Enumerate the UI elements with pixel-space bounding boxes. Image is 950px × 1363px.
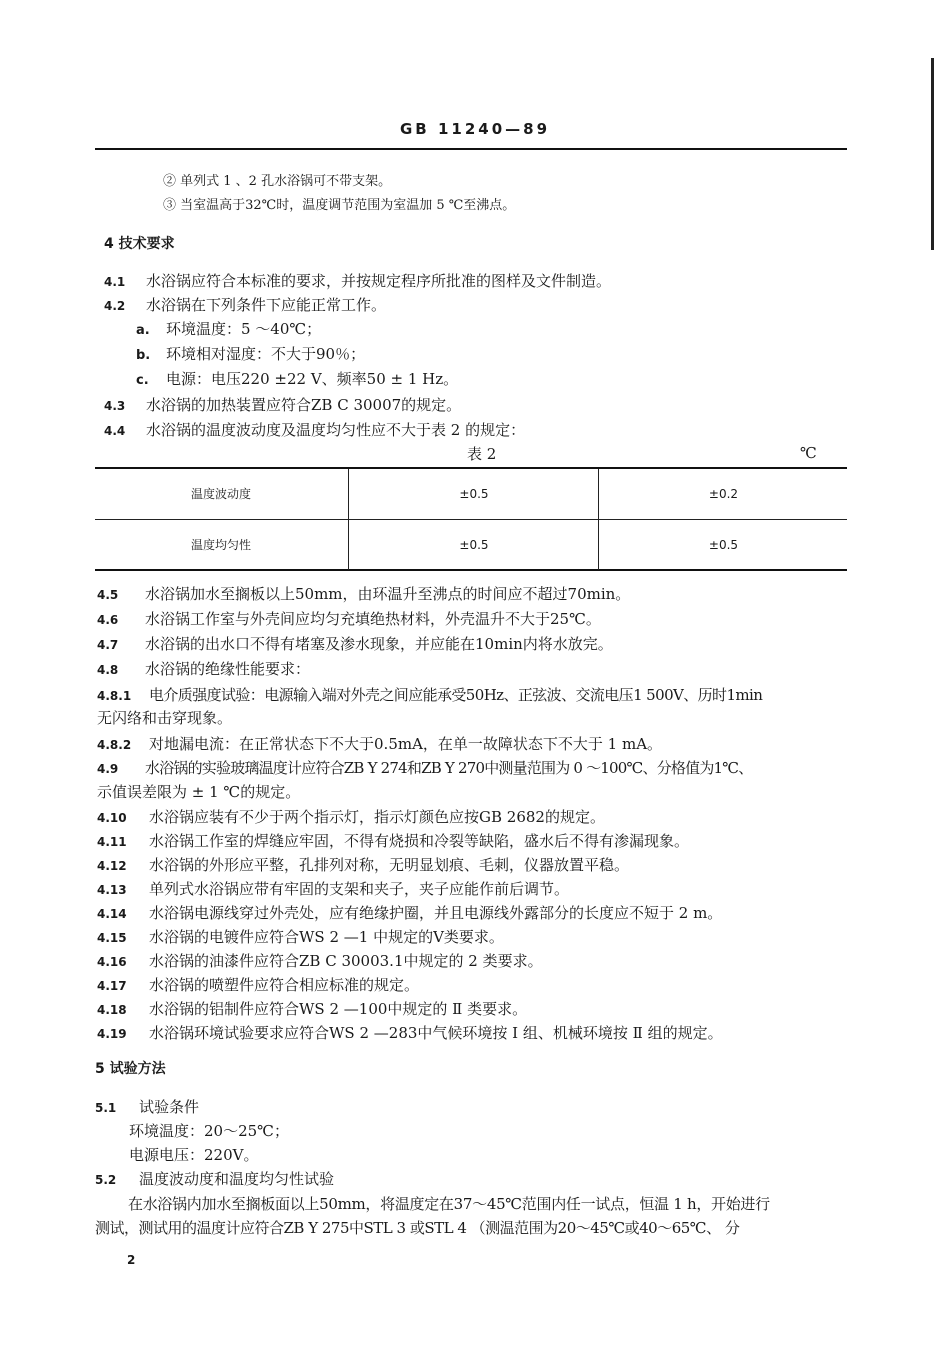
clause-4-17 [97, 974, 419, 997]
clause-number: 4.18 [97, 1003, 127, 1017]
table-caption: 表 2 [467, 445, 497, 463]
clause-number: 4.8 [97, 663, 119, 677]
clause-text: 示值误差限为 ± 1 ℃的规定。 [97, 783, 301, 801]
clause-number: 4.1 [104, 275, 126, 289]
clause-4-1 [104, 270, 611, 293]
clause-text: 水浴锅应符合本标准的要求，并按规定程序所批准的图样及文件制造。 [146, 272, 612, 290]
clause-text: 对地漏电流：在正常状态下不大于0.5mA，在单一故障状态下不大于 1 mA。 [149, 735, 663, 753]
clause-5-2-text-line-2: 测试，测试用的温度计应符合ZB Y 275中STL 3 或STL 4 （测温范围为20～45℃或40～65℃、 分 [95, 1219, 740, 1237]
condition-ambient-temperature: 环境温度：20～25℃； [129, 1122, 289, 1140]
condition-c [136, 368, 458, 392]
clause-text: 水浴锅在下列条件下应能正常工作。 [146, 296, 387, 314]
clause-4-9 [97, 757, 752, 780]
condition-b [136, 343, 365, 367]
clause-text: 水浴锅的温度波动度及温度均匀性应不大于表 2 的规定： [146, 421, 526, 439]
clause-text: 温度波动度和温度均匀性试验 [139, 1170, 335, 1188]
section-4-heading: 4 技术要求 [104, 236, 175, 252]
clause-number: 4.5 [97, 588, 119, 602]
clause-number: 4.4 [104, 424, 126, 438]
table-cell: 温度均匀性 [190, 538, 251, 552]
clause-number: 4.3 [104, 399, 126, 413]
clause-4-5 [97, 583, 630, 606]
clause-number: 4.15 [97, 931, 127, 945]
clause-4-15 [97, 926, 504, 949]
clause-text: 水浴锅的出水口不得有堵塞及渗水现象，并应能在10min内将水放完。 [145, 635, 613, 653]
clause-number: 4.7 [97, 638, 119, 652]
table-2 [95, 467, 847, 571]
clause-5-2 [95, 1168, 334, 1191]
clause-5-2-text-line-1: 在水浴锅内加水至搁板面以上50mm，将温度定在37～45℃范围内任一试点，恒温 1 h，开始进行 [128, 1195, 770, 1213]
clause-text: 水浴锅加水至搁板以上50mm，由环温升至沸点的时间应不超过70min。 [145, 585, 631, 603]
condition-text: 环境温度：5 ～40℃； [166, 320, 322, 338]
header-rule [95, 148, 847, 150]
clause-4-10 [97, 806, 605, 829]
clause-4-8-2 [97, 733, 662, 756]
condition-supply-voltage: 电源电压：220V。 [129, 1146, 259, 1164]
clause-number: 5.2 [95, 1173, 117, 1187]
clause-number: 4.6 [97, 613, 119, 627]
clause-text: 水浴锅的实验玻璃温度计应符合ZB Y 274和ZB Y 270中测量范围为 0 ～100℃、分格值为1℃、 [145, 759, 753, 777]
clause-text: 水浴锅的绝缘性能要求： [145, 660, 311, 678]
clause-number: 4.8.1 [97, 689, 132, 703]
clause-4-8-1 [97, 684, 762, 707]
clause-number: 4.12 [97, 859, 127, 873]
clause-text: 水浴锅的铝制件应符合WS 2 —100中规定的 Ⅱ 类要求。 [149, 1000, 528, 1018]
clause-number: 4.9 [97, 762, 119, 776]
condition-text: 环境相对湿度：不大于90％； [166, 345, 366, 363]
clause-text: 水浴锅的油漆件应符合ZB C 30003.1中规定的 2 类要求。 [149, 952, 543, 970]
table-row [95, 469, 847, 520]
clause-5-1 [95, 1096, 199, 1119]
clause-number: 4.2 [104, 299, 126, 313]
clause-text: 水浴锅的电镀件应符合WS 2 —1 中规定的V类要求。 [149, 928, 504, 946]
clause-text: 水浴锅的喷塑件应符合相应标准的规定。 [149, 976, 420, 994]
clause-number: 4.10 [97, 811, 127, 825]
clause-4-6 [97, 608, 601, 631]
table-row [95, 520, 847, 570]
clause-text: 水浴锅的加热装置应符合ZB C 30007的规定。 [146, 396, 462, 414]
table-cell: ±0.2 [598, 469, 848, 519]
page-header: GB 11240—89 [399, 120, 551, 138]
note-2: ② 单列式 1 、2 孔水浴锅可不带支架。 [163, 174, 392, 189]
clause-number: 4.17 [97, 979, 127, 993]
clause-4-3 [104, 394, 461, 417]
clause-number: 4.13 [97, 883, 127, 897]
clause-4-8 [97, 658, 310, 681]
clause-text: 水浴锅工作室的焊缝应牢固，不得有烧损和冷裂等缺陷，盛水后不得有渗漏现象。 [149, 832, 690, 850]
clause-number: 4.11 [97, 835, 127, 849]
scan-edge-mark [931, 58, 934, 250]
note-3: ③ 当室温高于32℃时，温度调节范围为室温加 5 ℃至沸点。 [163, 198, 516, 213]
clause-number: 4.8.2 [97, 738, 132, 752]
clause-4-2 [104, 294, 386, 317]
clause-4-16 [97, 950, 543, 973]
table-cell: ±0.5 [348, 520, 599, 570]
clause-number: 4.16 [97, 955, 127, 969]
clause-text: 无闪络和击穿现象。 [97, 709, 233, 727]
clause-4-4 [104, 419, 525, 442]
clause-4-19 [97, 1022, 723, 1045]
table-cell: 温度波动度 [190, 487, 251, 501]
condition-label: c. [136, 373, 149, 388]
condition-text: 电源：电压220 ±22 V、频率50 ± 1 Hz。 [166, 370, 459, 388]
condition-a [136, 318, 321, 342]
clause-text: 水浴锅应装有不少于两个指示灯，指示灯颜色应按GB 2682的规定。 [149, 808, 605, 826]
clause-text: 单列式水浴锅应带有牢固的支架和夹子，夹子应能作前后调节。 [149, 880, 570, 898]
clause-4-8-1-cont [97, 707, 232, 729]
condition-label: b. [136, 348, 151, 363]
clause-text: 水浴锅工作室与外壳间应均匀充填绝热材料，外壳温升不大于25℃。 [145, 610, 601, 628]
clause-text: 水浴锅电源线穿过外壳处，应有绝缘护圈，并且电源线外露部分的长度应不短于 2 m。 [149, 904, 723, 922]
clause-number: 4.19 [97, 1027, 127, 1041]
table-cell: ±0.5 [348, 469, 599, 519]
clause-text: 试验条件 [139, 1098, 200, 1116]
clause-4-12 [97, 854, 629, 877]
clause-text: 水浴锅的外形应平整，孔排列对称，无明显划痕、毛刺，仪器放置平稳。 [149, 856, 630, 874]
clause-4-7 [97, 633, 613, 656]
clause-text: 电介质强度试验：电源输入端对外壳之间应能承受50Hz、正弦波、交流电压1 500V、历时1min [149, 686, 763, 704]
clause-4-18 [97, 998, 527, 1021]
page-number: 2 [127, 1253, 136, 1267]
clause-text: 水浴锅环境试验要求应符合WS 2 —283中气候环境按 Ⅰ 组、机械环境按 Ⅱ 组的规定。 [149, 1024, 723, 1042]
clause-4-14 [97, 902, 722, 925]
clause-number: 5.1 [95, 1101, 117, 1115]
condition-label: a. [136, 323, 150, 338]
table-unit: ℃ [800, 444, 817, 462]
clause-4-13 [97, 878, 569, 901]
clause-4-9-cont [97, 781, 300, 803]
clause-4-11 [97, 830, 689, 853]
section-5-heading: 5 试验方法 [95, 1061, 166, 1077]
clause-number: 4.14 [97, 907, 127, 921]
table-cell: ±0.5 [598, 520, 848, 570]
